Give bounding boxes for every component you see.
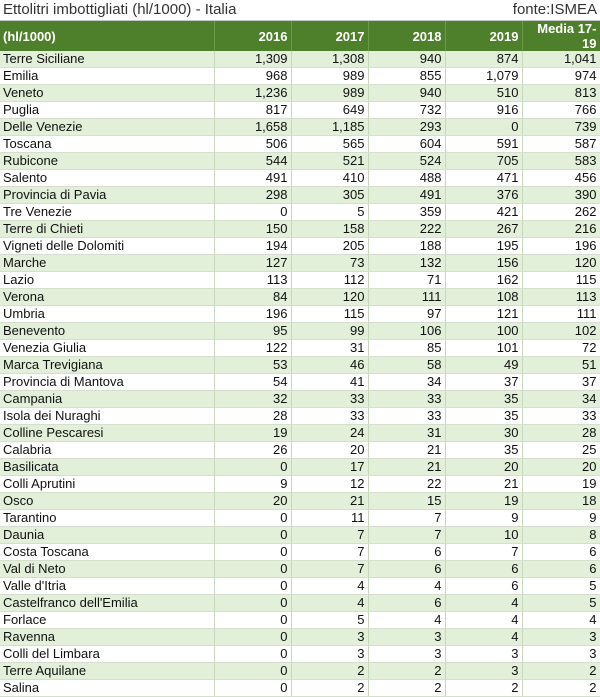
region-name-cell[interactable]: Vigneti delle Dolomiti (0, 238, 214, 255)
value-cell[interactable]: 5 (291, 204, 368, 221)
header-row (0, 21, 600, 51)
region-name-cell[interactable]: Valle d'Itria (0, 578, 214, 595)
header-cell[interactable]: 2016 (214, 21, 291, 51)
value-cell[interactable]: 108 (445, 289, 522, 306)
value-cell[interactable]: 410 (291, 170, 368, 187)
value-cell[interactable]: 591 (445, 136, 522, 153)
value-cell[interactable]: 17 (291, 459, 368, 476)
region-name-cell[interactable]: Costa Toscana (0, 544, 214, 561)
table-row (0, 340, 600, 357)
value-cell[interactable]: 0 (214, 527, 291, 544)
value-cell[interactable]: 968 (214, 68, 291, 85)
region-name-cell[interactable]: Terre Siciliane (0, 51, 214, 68)
value-cell[interactable]: 20 (445, 459, 522, 476)
table-row (0, 204, 600, 221)
value-cell[interactable]: 293 (368, 119, 445, 136)
value-cell[interactable]: 471 (445, 170, 522, 187)
value-cell[interactable]: 2 (522, 680, 600, 697)
value-cell[interactable]: 2 (522, 663, 600, 680)
value-cell[interactable]: 940 (368, 51, 445, 68)
value-cell[interactable]: 6 (368, 561, 445, 578)
value-cell[interactable]: 521 (291, 153, 368, 170)
value-cell[interactable]: 25 (522, 442, 600, 459)
value-cell[interactable]: 115 (291, 306, 368, 323)
table-row (0, 357, 600, 374)
value-cell[interactable]: 583 (522, 153, 600, 170)
value-cell[interactable]: 95 (214, 323, 291, 340)
value-cell[interactable]: 2 (291, 663, 368, 680)
region-name-cell[interactable]: Terre Aquilane (0, 663, 214, 680)
region-name-cell[interactable]: Calabria (0, 442, 214, 459)
value-cell[interactable]: 510 (445, 85, 522, 102)
table-row (0, 646, 600, 663)
value-cell[interactable]: 196 (522, 238, 600, 255)
value-cell[interactable]: 262 (522, 204, 600, 221)
value-cell[interactable]: 115 (522, 272, 600, 289)
region-name-cell[interactable]: Tre Venezie (0, 204, 214, 221)
value-cell[interactable]: 4 (522, 612, 600, 629)
value-cell[interactable]: 989 (291, 68, 368, 85)
value-cell[interactable]: 3 (368, 629, 445, 646)
value-cell[interactable]: 298 (214, 187, 291, 204)
value-cell[interactable]: 0 (214, 561, 291, 578)
table-row (0, 323, 600, 340)
value-cell[interactable]: 158 (291, 221, 368, 238)
region-name-cell[interactable]: Emilia (0, 68, 214, 85)
value-cell[interactable]: 390 (522, 187, 600, 204)
value-cell[interactable]: 194 (214, 238, 291, 255)
header-cell[interactable]: (hl/1000) (0, 21, 214, 51)
value-cell[interactable]: 49 (445, 357, 522, 374)
value-cell[interactable]: 73 (291, 255, 368, 272)
value-cell[interactable]: 1,658 (214, 119, 291, 136)
value-cell[interactable]: 9 (445, 510, 522, 527)
value-cell[interactable]: 3 (291, 629, 368, 646)
region-name-cell[interactable]: Marche (0, 255, 214, 272)
value-cell[interactable]: 7 (291, 527, 368, 544)
value-cell[interactable]: 5 (291, 612, 368, 629)
value-cell[interactable]: 0 (214, 646, 291, 663)
value-cell[interactable]: 3 (522, 646, 600, 663)
value-cell[interactable]: 35 (445, 442, 522, 459)
value-cell[interactable]: 34 (522, 391, 600, 408)
region-name-cell[interactable]: Colline Pescaresi (0, 425, 214, 442)
table-row (0, 612, 600, 629)
value-cell[interactable]: 7 (291, 561, 368, 578)
region-name-cell[interactable]: Provincia di Pavia (0, 187, 214, 204)
table-row (0, 374, 600, 391)
region-name-cell[interactable]: Colli del Limbara (0, 646, 214, 663)
table-row (0, 680, 600, 697)
value-cell[interactable]: 0 (214, 204, 291, 221)
table-title: Ettolitri imbottigliati (hl/1000) - Italia (3, 1, 237, 18)
region-name-cell[interactable]: Provincia di Mantova (0, 374, 214, 391)
table-row (0, 221, 600, 238)
value-cell[interactable]: 705 (445, 153, 522, 170)
value-cell[interactable]: 101 (445, 340, 522, 357)
table-row (0, 153, 600, 170)
value-cell[interactable]: 1,309 (214, 51, 291, 68)
value-cell[interactable]: 5 (522, 578, 600, 595)
value-cell[interactable]: 72 (522, 340, 600, 357)
value-cell[interactable]: 15 (368, 493, 445, 510)
table-row (0, 544, 600, 561)
region-name-cell[interactable]: Delle Venezie (0, 119, 214, 136)
region-name-cell[interactable]: Forlace (0, 612, 214, 629)
value-cell[interactable]: 127 (214, 255, 291, 272)
data-table (0, 21, 600, 697)
region-name-cell[interactable]: Isola dei Nuraghi (0, 408, 214, 425)
table-row (0, 85, 600, 102)
value-cell[interactable]: 0 (214, 629, 291, 646)
region-name-cell[interactable]: Marca Trevigiana (0, 357, 214, 374)
value-cell[interactable]: 20 (522, 459, 600, 476)
value-cell[interactable]: 216 (522, 221, 600, 238)
header-cell[interactable]: 2018 (368, 21, 445, 51)
value-cell[interactable]: 33 (368, 408, 445, 425)
value-cell[interactable]: 21 (368, 442, 445, 459)
value-cell[interactable]: 524 (368, 153, 445, 170)
value-cell[interactable]: 267 (445, 221, 522, 238)
value-cell[interactable]: 120 (522, 255, 600, 272)
value-cell[interactable]: 940 (368, 85, 445, 102)
value-cell[interactable]: 97 (368, 306, 445, 323)
value-cell[interactable]: 766 (522, 102, 600, 119)
value-cell[interactable]: 6 (368, 595, 445, 612)
value-cell[interactable]: 111 (522, 306, 600, 323)
value-cell[interactable]: 604 (368, 136, 445, 153)
table-row (0, 663, 600, 680)
value-cell[interactable]: 4 (291, 595, 368, 612)
table-row (0, 119, 600, 136)
header-cell[interactable]: 2019 (445, 21, 522, 51)
value-cell[interactable]: 21 (368, 459, 445, 476)
value-cell[interactable]: 2 (445, 680, 522, 697)
value-cell[interactable]: 32 (214, 391, 291, 408)
value-cell[interactable]: 0 (214, 595, 291, 612)
value-cell[interactable]: 488 (368, 170, 445, 187)
region-name-cell[interactable]: Colli Aprutini (0, 476, 214, 493)
value-cell[interactable]: 0 (214, 459, 291, 476)
value-cell[interactable]: 6 (445, 578, 522, 595)
value-cell[interactable]: 33 (368, 391, 445, 408)
value-cell[interactable]: 31 (368, 425, 445, 442)
table-row (0, 187, 600, 204)
value-cell[interactable]: 113 (214, 272, 291, 289)
value-cell[interactable]: 421 (445, 204, 522, 221)
value-cell[interactable]: 10 (445, 527, 522, 544)
value-cell[interactable]: 3 (445, 663, 522, 680)
value-cell[interactable]: 58 (368, 357, 445, 374)
table-row (0, 136, 600, 153)
value-cell[interactable]: 7 (445, 544, 522, 561)
table-row (0, 272, 600, 289)
value-cell[interactable]: 122 (214, 340, 291, 357)
value-cell[interactable]: 855 (368, 68, 445, 85)
value-cell[interactable]: 33 (291, 391, 368, 408)
value-cell[interactable]: 0 (214, 680, 291, 697)
region-name-cell[interactable]: Lazio (0, 272, 214, 289)
value-cell[interactable]: 916 (445, 102, 522, 119)
title-row (0, 0, 600, 21)
value-cell[interactable]: 7 (291, 544, 368, 561)
value-cell[interactable]: 24 (291, 425, 368, 442)
header-cell[interactable]: Media 17-19 (522, 21, 600, 51)
region-name-cell[interactable]: Rubicone (0, 153, 214, 170)
value-cell[interactable]: 359 (368, 204, 445, 221)
value-cell[interactable]: 35 (445, 408, 522, 425)
table-row (0, 408, 600, 425)
region-name-cell[interactable]: Benevento (0, 323, 214, 340)
value-cell[interactable]: 19 (522, 476, 600, 493)
region-name-cell[interactable]: Terre di Chieti (0, 221, 214, 238)
region-name-cell[interactable]: Toscana (0, 136, 214, 153)
table-row (0, 527, 600, 544)
value-cell[interactable]: 205 (291, 238, 368, 255)
region-name-cell[interactable]: Val di Neto (0, 561, 214, 578)
value-cell[interactable]: 2 (368, 680, 445, 697)
value-cell[interactable]: 71 (368, 272, 445, 289)
value-cell[interactable]: 162 (445, 272, 522, 289)
value-cell[interactable]: 0 (214, 578, 291, 595)
value-cell[interactable]: 222 (368, 221, 445, 238)
table-row (0, 442, 600, 459)
value-cell[interactable]: 0 (214, 510, 291, 527)
table-row (0, 391, 600, 408)
value-cell[interactable]: 18 (522, 493, 600, 510)
value-cell[interactable]: 132 (368, 255, 445, 272)
table-row (0, 255, 600, 272)
value-cell[interactable]: 20 (214, 493, 291, 510)
value-cell[interactable]: 6 (445, 561, 522, 578)
value-cell[interactable]: 21 (291, 493, 368, 510)
value-cell[interactable]: 6 (522, 544, 600, 561)
region-name-cell[interactable]: Daunia (0, 527, 214, 544)
value-cell[interactable]: 85 (368, 340, 445, 357)
value-cell[interactable]: 1,079 (445, 68, 522, 85)
value-cell[interactable]: 121 (445, 306, 522, 323)
value-cell[interactable]: 53 (214, 357, 291, 374)
value-cell[interactable]: 305 (291, 187, 368, 204)
value-cell[interactable]: 34 (368, 374, 445, 391)
region-name-cell[interactable]: Verona (0, 289, 214, 306)
value-cell[interactable]: 112 (291, 272, 368, 289)
value-cell[interactable]: 54 (214, 374, 291, 391)
value-cell[interactable]: 2 (291, 680, 368, 697)
value-cell[interactable]: 544 (214, 153, 291, 170)
value-cell[interactable]: 565 (291, 136, 368, 153)
value-cell[interactable]: 21 (445, 476, 522, 493)
value-cell[interactable]: 22 (368, 476, 445, 493)
value-cell[interactable]: 376 (445, 187, 522, 204)
value-cell[interactable]: 33 (522, 408, 600, 425)
value-cell[interactable]: 4 (368, 578, 445, 595)
value-cell[interactable]: 84 (214, 289, 291, 306)
value-cell[interactable]: 7 (368, 510, 445, 527)
table-row (0, 476, 600, 493)
region-name-cell[interactable]: Venezia Giulia (0, 340, 214, 357)
value-cell[interactable]: 102 (522, 323, 600, 340)
value-cell[interactable]: 817 (214, 102, 291, 119)
value-cell[interactable]: 1,185 (291, 119, 368, 136)
value-cell[interactable]: 35 (445, 391, 522, 408)
value-cell[interactable]: 4 (368, 612, 445, 629)
region-name-cell[interactable]: Veneto (0, 85, 214, 102)
value-cell[interactable]: 3 (522, 629, 600, 646)
value-cell[interactable]: 195 (445, 238, 522, 255)
table-row (0, 102, 600, 119)
table-row (0, 510, 600, 527)
value-cell[interactable]: 989 (291, 85, 368, 102)
value-cell[interactable]: 196 (214, 306, 291, 323)
region-name-cell[interactable]: Ravenna (0, 629, 214, 646)
value-cell[interactable]: 28 (522, 425, 600, 442)
table-row (0, 595, 600, 612)
value-cell[interactable]: 46 (291, 357, 368, 374)
region-name-cell[interactable]: Salento (0, 170, 214, 187)
table-row (0, 629, 600, 646)
value-cell[interactable]: 739 (522, 119, 600, 136)
value-cell[interactable]: 2 (368, 663, 445, 680)
value-cell[interactable]: 4 (445, 629, 522, 646)
value-cell[interactable]: 150 (214, 221, 291, 238)
header-cell[interactable]: 2017 (291, 21, 368, 51)
value-cell[interactable]: 974 (522, 68, 600, 85)
value-cell[interactable]: 3 (445, 646, 522, 663)
value-cell[interactable]: 649 (291, 102, 368, 119)
value-cell[interactable]: 1,041 (522, 51, 600, 68)
value-cell[interactable]: 37 (445, 374, 522, 391)
table-row (0, 51, 600, 68)
table-row (0, 578, 600, 595)
region-name-cell[interactable]: Castelfranco dell'Emilia (0, 595, 214, 612)
region-name-cell[interactable]: Osco (0, 493, 214, 510)
region-name-cell[interactable]: Basilicata (0, 459, 214, 476)
value-cell[interactable]: 456 (522, 170, 600, 187)
value-cell[interactable]: 0 (214, 663, 291, 680)
value-cell[interactable]: 30 (445, 425, 522, 442)
value-cell[interactable]: 0 (214, 612, 291, 629)
value-cell[interactable]: 106 (368, 323, 445, 340)
value-cell[interactable]: 188 (368, 238, 445, 255)
region-name-cell[interactable]: Campania (0, 391, 214, 408)
table-row (0, 68, 600, 85)
value-cell[interactable]: 19 (214, 425, 291, 442)
value-cell[interactable]: 120 (291, 289, 368, 306)
table-body (0, 51, 600, 697)
value-cell[interactable]: 587 (522, 136, 600, 153)
table-row (0, 561, 600, 578)
table-row (0, 425, 600, 442)
value-cell[interactable]: 100 (445, 323, 522, 340)
value-cell[interactable]: 9 (522, 510, 600, 527)
value-cell[interactable]: 813 (522, 85, 600, 102)
value-cell[interactable]: 19 (445, 493, 522, 510)
region-name-cell[interactable]: Umbria (0, 306, 214, 323)
value-cell[interactable]: 113 (522, 289, 600, 306)
table-row (0, 306, 600, 323)
value-cell[interactable]: 4 (445, 595, 522, 612)
value-cell[interactable]: 7 (368, 527, 445, 544)
value-cell[interactable]: 8 (522, 527, 600, 544)
value-cell[interactable]: 4 (291, 578, 368, 595)
value-cell[interactable]: 4 (445, 612, 522, 629)
value-cell[interactable]: 6 (522, 561, 600, 578)
value-cell[interactable]: 3 (291, 646, 368, 663)
value-cell[interactable]: 491 (368, 187, 445, 204)
table-row (0, 238, 600, 255)
value-cell[interactable]: 874 (445, 51, 522, 68)
value-cell[interactable]: 51 (522, 357, 600, 374)
value-cell[interactable]: 491 (214, 170, 291, 187)
value-cell[interactable]: 41 (291, 374, 368, 391)
value-cell[interactable]: 31 (291, 340, 368, 357)
value-cell[interactable]: 28 (214, 408, 291, 425)
value-cell[interactable]: 1,308 (291, 51, 368, 68)
value-cell[interactable]: 6 (368, 544, 445, 561)
region-name-cell[interactable]: Salina (0, 680, 214, 697)
value-cell[interactable]: 1,236 (214, 85, 291, 102)
table-row (0, 493, 600, 510)
region-name-cell[interactable]: Tarantino (0, 510, 214, 527)
value-cell[interactable]: 5 (522, 595, 600, 612)
value-cell[interactable]: 111 (368, 289, 445, 306)
value-cell[interactable]: 0 (214, 544, 291, 561)
table-row (0, 459, 600, 476)
source-label: fonte:ISMEA (512, 1, 597, 18)
table-row (0, 170, 600, 187)
value-cell[interactable]: 9 (214, 476, 291, 493)
value-cell[interactable]: 20 (291, 442, 368, 459)
value-cell[interactable]: 12 (291, 476, 368, 493)
value-cell[interactable]: 11 (291, 510, 368, 527)
region-name-cell[interactable]: Puglia (0, 102, 214, 119)
value-cell[interactable]: 99 (291, 323, 368, 340)
value-cell[interactable]: 156 (445, 255, 522, 272)
value-cell[interactable]: 0 (445, 119, 522, 136)
value-cell[interactable]: 26 (214, 442, 291, 459)
value-cell[interactable]: 506 (214, 136, 291, 153)
value-cell[interactable]: 732 (368, 102, 445, 119)
table-row (0, 289, 600, 306)
value-cell[interactable]: 37 (522, 374, 600, 391)
value-cell[interactable]: 3 (368, 646, 445, 663)
value-cell[interactable]: 33 (291, 408, 368, 425)
